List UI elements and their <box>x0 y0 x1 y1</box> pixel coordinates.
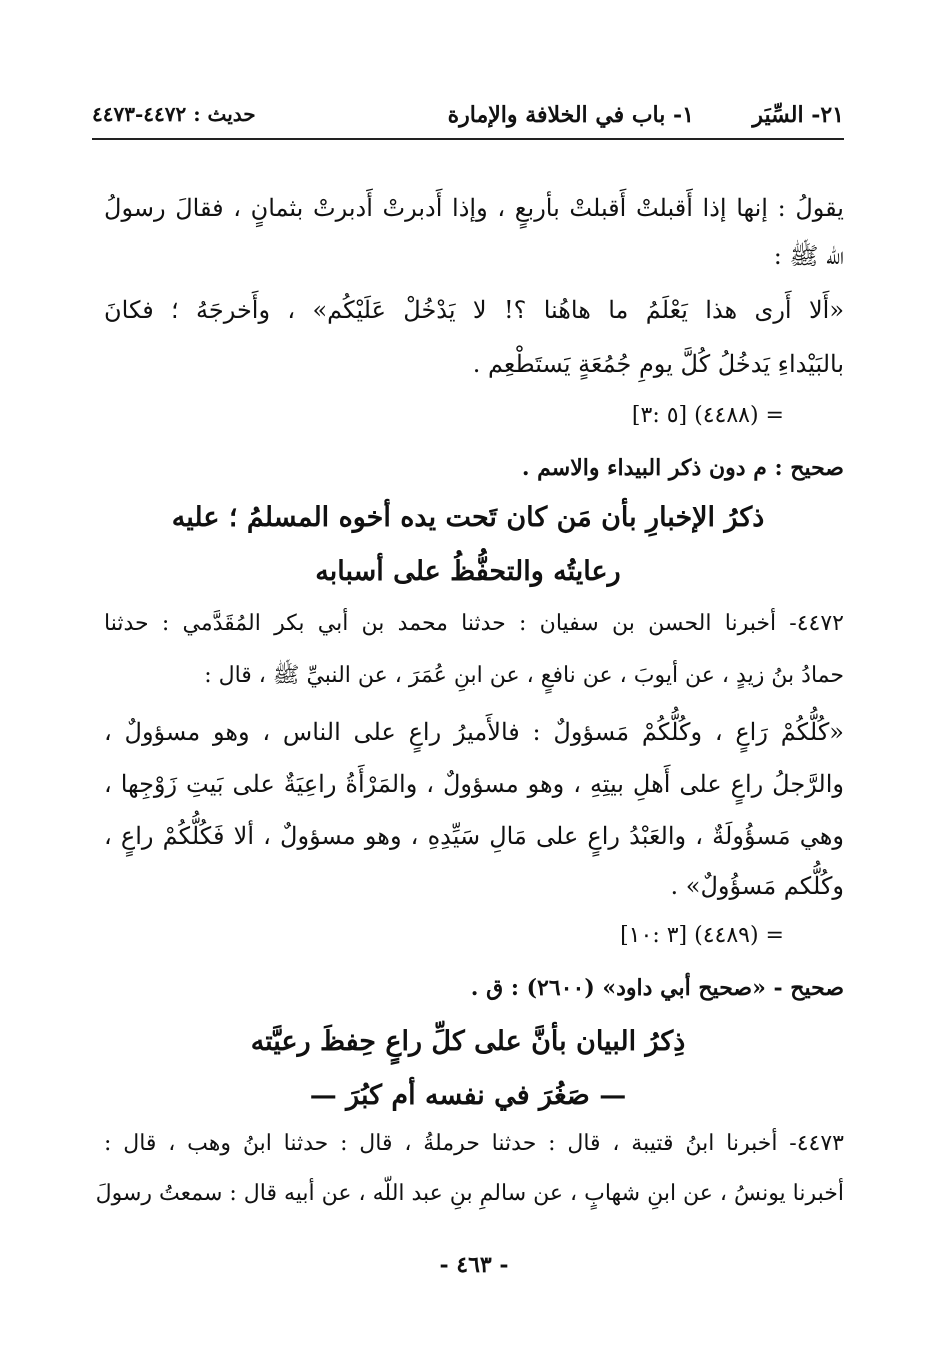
isnad-line: حمادُ بنُ زيدٍ ، عن أيوبَ ، عن نافعٍ ، عن ابنِ عُمَرَ ، عن النبيِّ ﷺ ، قال : <box>204 663 844 688</box>
text-line: «كُلُّكُمْ رَاعٍ ، وكُلُّكُمْ مَسؤولٌ : فالأَميرُ راعٍ على الناس ، وهو مسؤولٌ ، <box>104 718 844 746</box>
text-line: بالبَيْداءِ يَدخُلُ كُلَّ يومِ جُمُعَةٍ يَستَطْعِم . <box>472 350 844 378</box>
takhrij-ref: = (٤٤٨٨) [٥ :٣] <box>631 403 784 428</box>
chapter-heading: رعايتُه والتحفُّظُ على أسبابه <box>315 556 621 587</box>
text-line: وهي مَسؤُولَةٌ ، والعَبْدُ راعٍ على مَالِ سَيِّدِهِ ، وهو مسؤولٌ ، ألا فَكُلُّكُمْ راعٍ ، <box>104 822 844 850</box>
isnad-line: ٤٤٧٢- أخبرنا الحسن بن سفيان : حدثنا محمد بن أبي بكر المُقَدَّمي : حدثنا <box>104 611 844 636</box>
text-line: وكُلُّكم مَسؤُولٌ» . <box>670 872 844 900</box>
page-number: - ٤٦٣ - <box>439 1252 509 1278</box>
section-title: ١- باب في الخلافة والإمارة <box>447 102 694 128</box>
text-line: «أَلا أَرى هذا يَعْلَمُ ما هاهُنا ؟! لا يَدْخُلْ عَلَيْكُم» ، وأَخرجَهُ ؛ فكانَ <box>104 296 844 324</box>
text-line: والرَّجلُ راعٍ على أَهلِ بيتِهِ ، وهو مسؤولٌ ، والمَرْأَةُ راعِيَةٌ على بَيتِ زَوْجِها ، <box>104 770 844 798</box>
running-header <box>92 96 844 136</box>
isnad-line: أخبرنا يونسُ ، عن ابنِ شهابٍ ، عن سالمِ بنِ عبد اللّه ، عن أبيه قال : سمعتُ رسولَ <box>95 1181 844 1206</box>
grading-note: صحيح : م دون ذكر البيداء والاسم . <box>521 455 844 481</box>
grading-note: صحيح - «صحيح أبي داود» (٢٦٠٠) : ق . <box>470 975 844 1001</box>
hadith-range: حديث : ٤٤٧٢-٤٤٧٣ <box>92 102 256 126</box>
text-line: يقولُ : إنها إذا أَقبلتْ أَقبلتْ بأربعٍ ، وإذا أَدبرتْ أَدبرتْ بثمانٍ ، فقالَ رسولُ <box>104 194 844 222</box>
takhrij-ref: = (٤٤٨٩) [٣ :١٠] <box>620 923 784 948</box>
chapter-heading: ذكرُ الإخبارِ بأن مَن كان تَحت يده أخوه المسلمُ ؛ عليه <box>171 502 765 533</box>
header-rule <box>92 138 844 140</box>
chapter-heading: ذِكرُ البيان بأنَّ على كلِّ راعٍ حِفظَ رعيَّته <box>250 1026 686 1057</box>
isnad-line: ٤٤٧٣- أخبرنا ابنُ قتيبة ، قال : حدثنا حرملةُ ، قال : حدثنا ابنُ وهب ، قال : <box>104 1131 844 1156</box>
text-line: اللّه ﷺ : <box>773 242 844 270</box>
chapter-title: ٢١- السِّيَر <box>752 102 844 128</box>
chapter-heading: — صَغُرَ في نفسه أم كبُرَ — <box>309 1080 627 1111</box>
